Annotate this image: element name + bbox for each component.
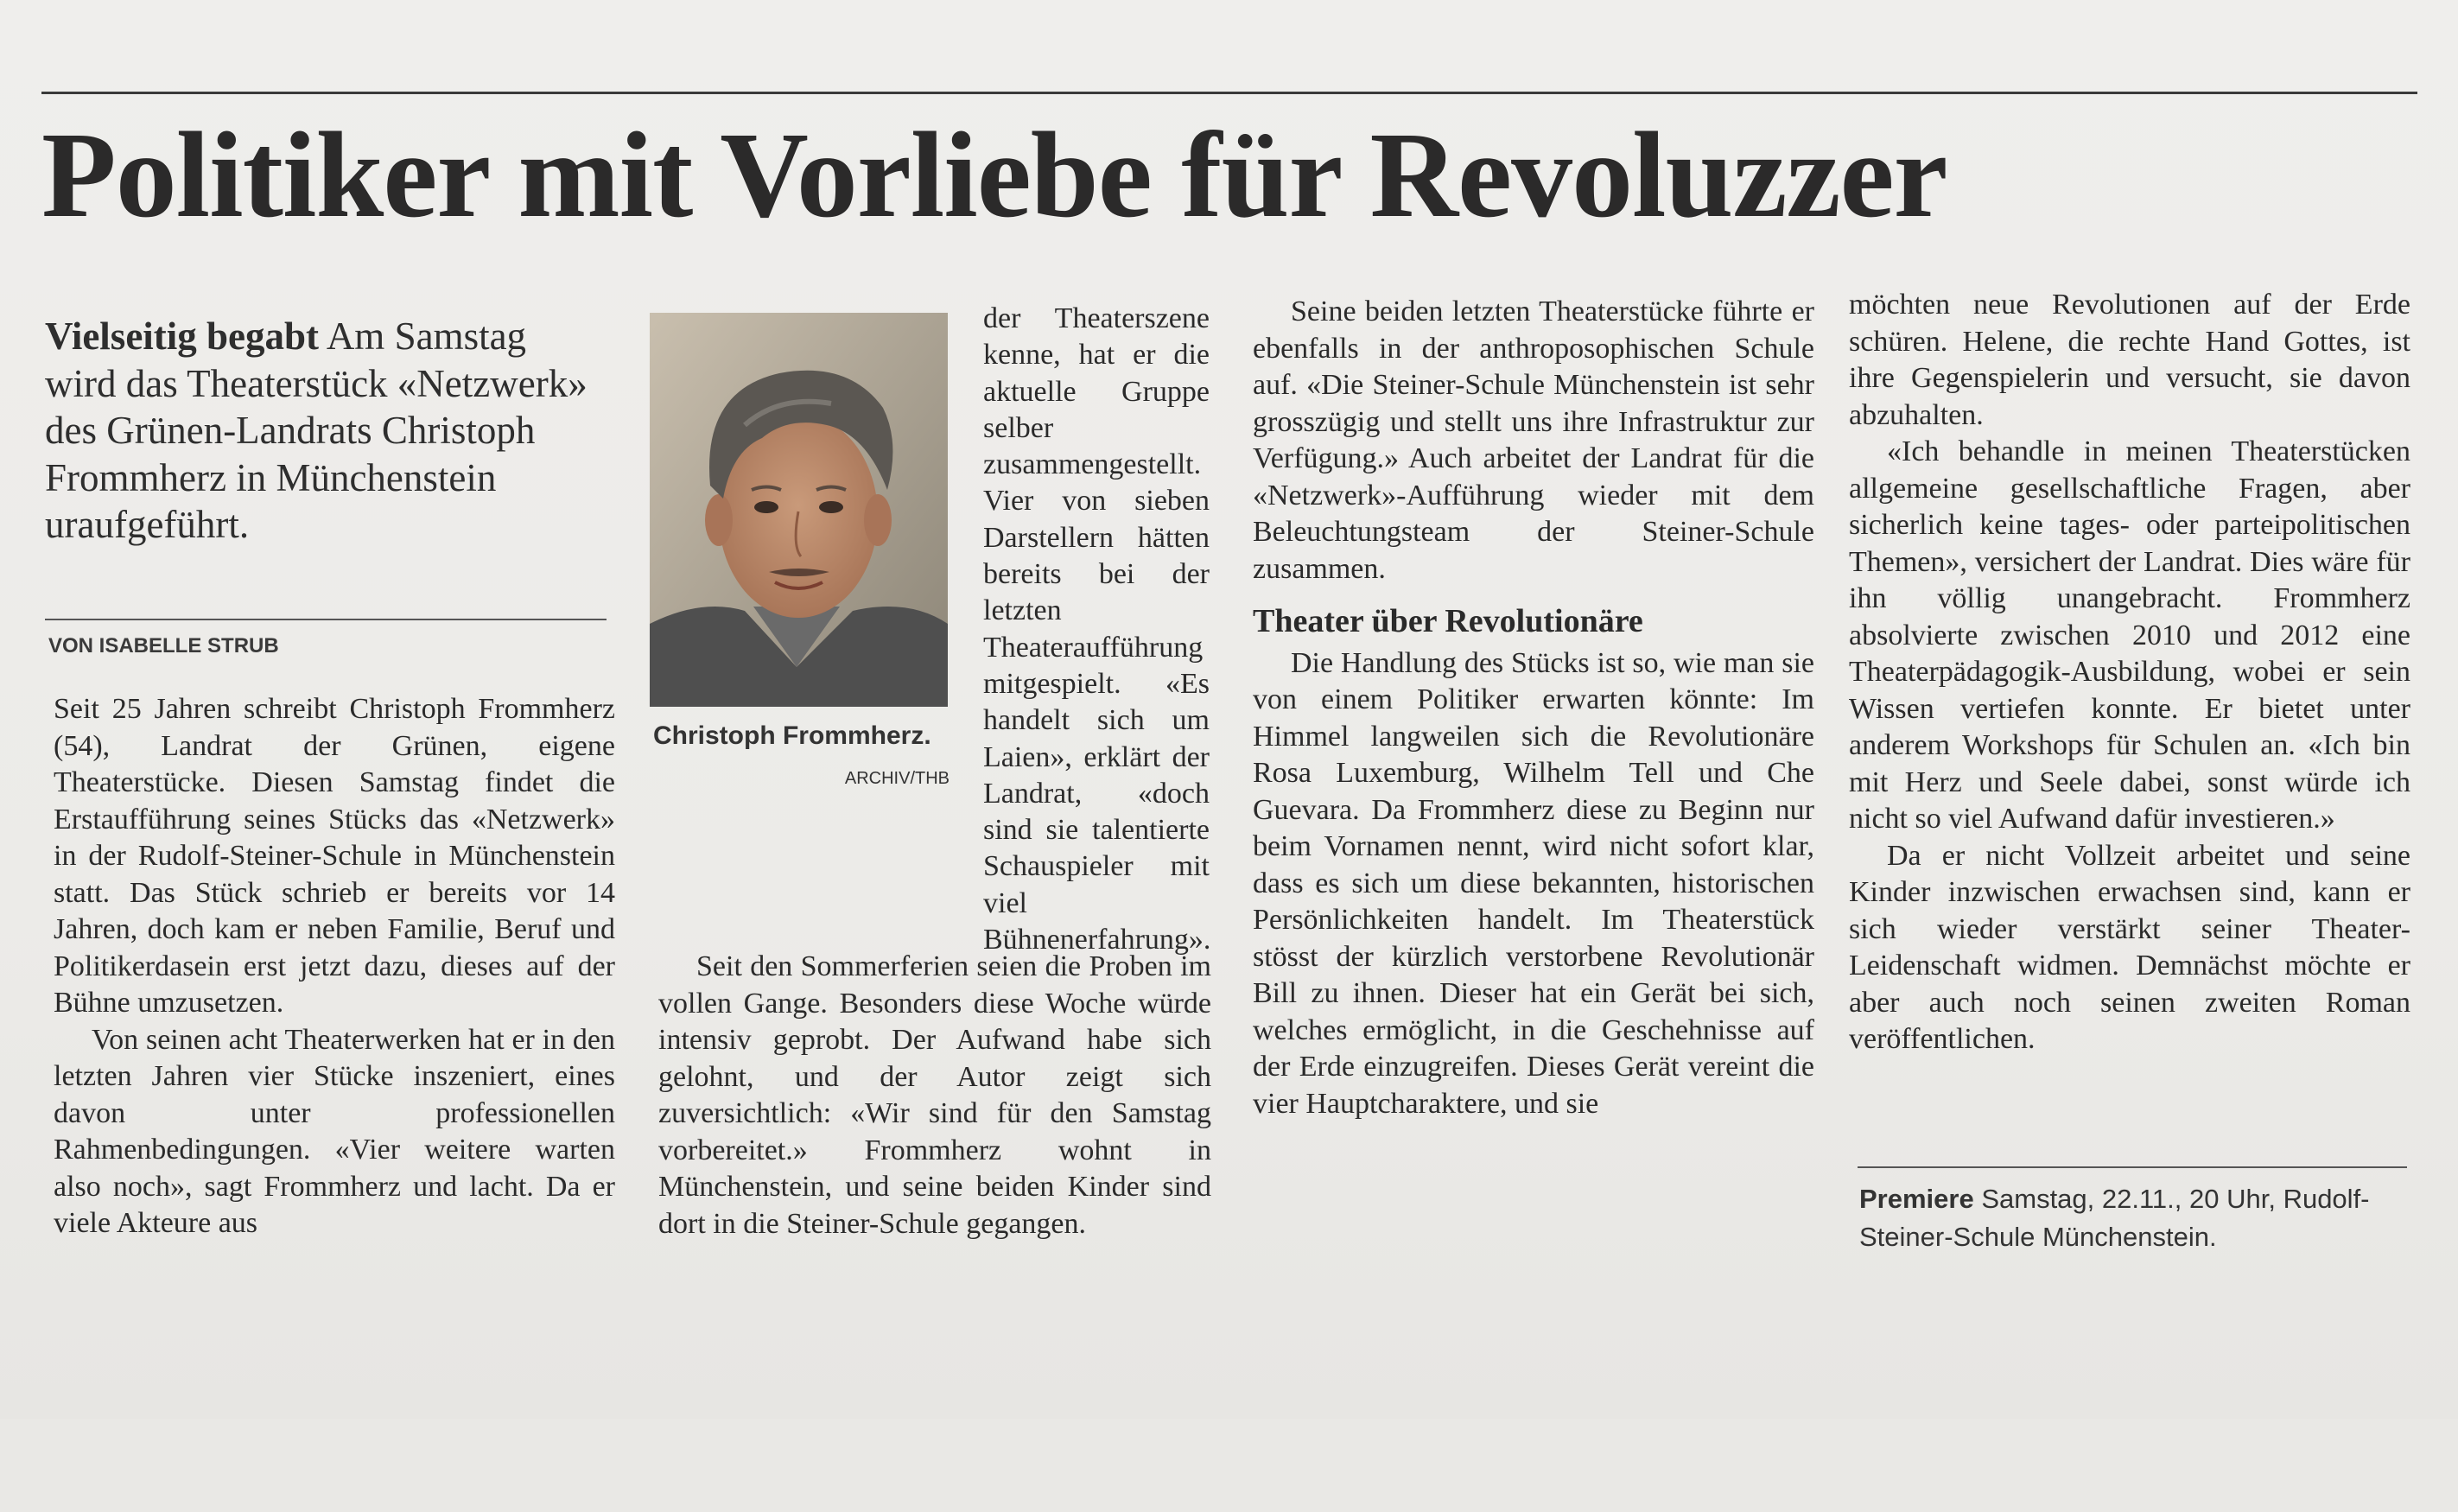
paragraph: möchten neue Revolutionen auf der Erde schüren. Helene, die rechte Hand Gottes, ist ihre Gegenspielerin und versucht, sie davon abzuhalten. xyxy=(1849,289,2410,431)
byline: VON ISABELLE STRUB xyxy=(48,634,279,658)
column-1 xyxy=(54,691,615,1242)
photo-credit: ARCHIV/THB xyxy=(844,769,950,788)
paragraph: Da er nicht Vollzeit arbeitet und seine Kinder inzwischen erwachsen sind, kann er sich wieder verstärkt seiner Theater-Leidenschaft widmen. Demnächst möchte er aber auch noch seinen zweiten Roman veröffentlichen. xyxy=(1849,839,2410,1055)
portrait-illustration xyxy=(650,313,948,707)
lead-text: Am Samstag wird das Theaterstück «Netzwerk» des Grünen-Landrats Christoph Frommherz in Münchenstein uraufgeführt. xyxy=(45,314,588,546)
lead-kicker: Vielseitig begabt xyxy=(45,314,320,358)
headline: Politiker mit Vorliebe für Revoluzzer xyxy=(41,106,1947,243)
paragraph: Seine beiden letzten Theaterstücke führte er ebenfalls in der anthroposophischen Schule auf. «Die Steiner-Schule Münchenstein ist sehr grosszügig und stellt uns ihre Infrastruktur zur Verfügung.» Auch arbeitet der Landrat für die «Netzwerk»-Aufführung wieder mit dem Beleuchtungsteam der Steiner-Schule zusammen. xyxy=(1253,295,1814,585)
top-rule xyxy=(41,92,2417,94)
paper-bottom-margin xyxy=(0,1419,2458,1512)
caption-name: Christoph Frommherz. xyxy=(653,721,931,750)
column-2 xyxy=(658,949,1211,1242)
paragraph: Seit den Sommerferien seien die Proben im vollen Gange. Besonders diese Woche würde intensiv geprobt. Der Aufwand habe sich gelohnt, und der Autor zeigt sich zuversichtlich: «Wir sind für den Samstag vorbereitet.» Frommherz wohnt in Münchenstein, und seine beiden Kinder sind dort in die Steiner-Schule gegangen. xyxy=(658,950,1211,1240)
infobox-rule xyxy=(1858,1166,2407,1168)
lead-paragraph xyxy=(45,313,589,549)
infobox-text: Samstag, 22.11., 20 Uhr, Rudolf-Steiner-Schule Münchenstein. xyxy=(1859,1184,2370,1252)
portrait-photo xyxy=(650,313,948,707)
column-3 xyxy=(1253,294,1814,1122)
subheading: Theater über Revolutionäre xyxy=(1253,603,1643,639)
photo-caption xyxy=(653,719,951,788)
paragraph: Seit 25 Jahren schreibt Christoph Frommherz (54), Landrat der Grünen, eigene Theaterstücke. Diesen Samstag findet die Erstaufführung seines Stücks das «Netzwerk» in der Rudolf-Steiner-Schule in Münchenstein statt. Das Stück schrieb er bereits vor 14 Jahren, doch kam er neben Familie, Beruf und Politikerdasein erst jetzt dazu, dieses auf der Bühne umzusetzen. xyxy=(54,693,615,1019)
infobox-label: Premiere xyxy=(1859,1184,1974,1214)
byline-rule xyxy=(45,619,607,620)
paragraph: Die Handlung des Stücks ist so, wie man sie von einem Politiker erwarten könnte: Im Himmel langweilen sich die Revolutionäre Rosa Luxemburg, Wilhelm Tell und Che Guevara. Da Frommherz diese zu Beginn nur beim Vornamen nennt, wird nicht sofort klar, dass es sich um diese bekannten, historischen Persönlichkeiten handelt. Im Theaterstück stösst der kürzlich verstorbene Revolutionär Bill zu ihnen. Dieser hat ein Gerät bei sich, welches ermöglicht, in die Geschehnisse auf der Erde einzugreifen. Dieses Gerät vereint die vier Hauptcharaktere, und sie xyxy=(1253,646,1814,1120)
column-2-top xyxy=(983,301,1210,958)
paragraph: «Ich behandle in meinen Theaterstücken allgemeine gesellschaftliche Fragen, aber sicherlich keine tages- oder parteipolitischen Themen», versichert der Landrat. Dies wäre für ihn völlig unangebracht. Frommherz absolvierte zwischen 2010 und 2012 eine Theaterpädagogik-Ausbildung, wobei er sein Wissen vertiefen konnte. Er bietet unter anderem Workshops für Schulen an. «Ich bin mit Herz und Seele dabei, sonst würde ich nicht so viel Aufwand dafür investieren.» xyxy=(1849,435,2410,835)
premiere-infobox xyxy=(1859,1180,2412,1256)
paragraph: der Theaterszene kenne, hat er die aktuelle Gruppe selber zusammengestellt. Vier von sieben Darstellern hätten bereits bei der letzten Theateraufführung mitgespielt. «Es handelt sich um Laien», erklärt der Landrat, «doch sind sie talentierte Schauspieler mit viel Bühnenerfahrung». xyxy=(983,302,1211,956)
paragraph: Von seinen acht Theaterwerken hat er in den letzten Jahren vier Stücke inszeniert, eines davon unter professionellen Rahmenbedingungen. «Vier weitere warten also noch», sagt Frommherz und lacht. Da er viele Akteure aus xyxy=(54,1023,615,1239)
column-4 xyxy=(1849,287,2410,1058)
